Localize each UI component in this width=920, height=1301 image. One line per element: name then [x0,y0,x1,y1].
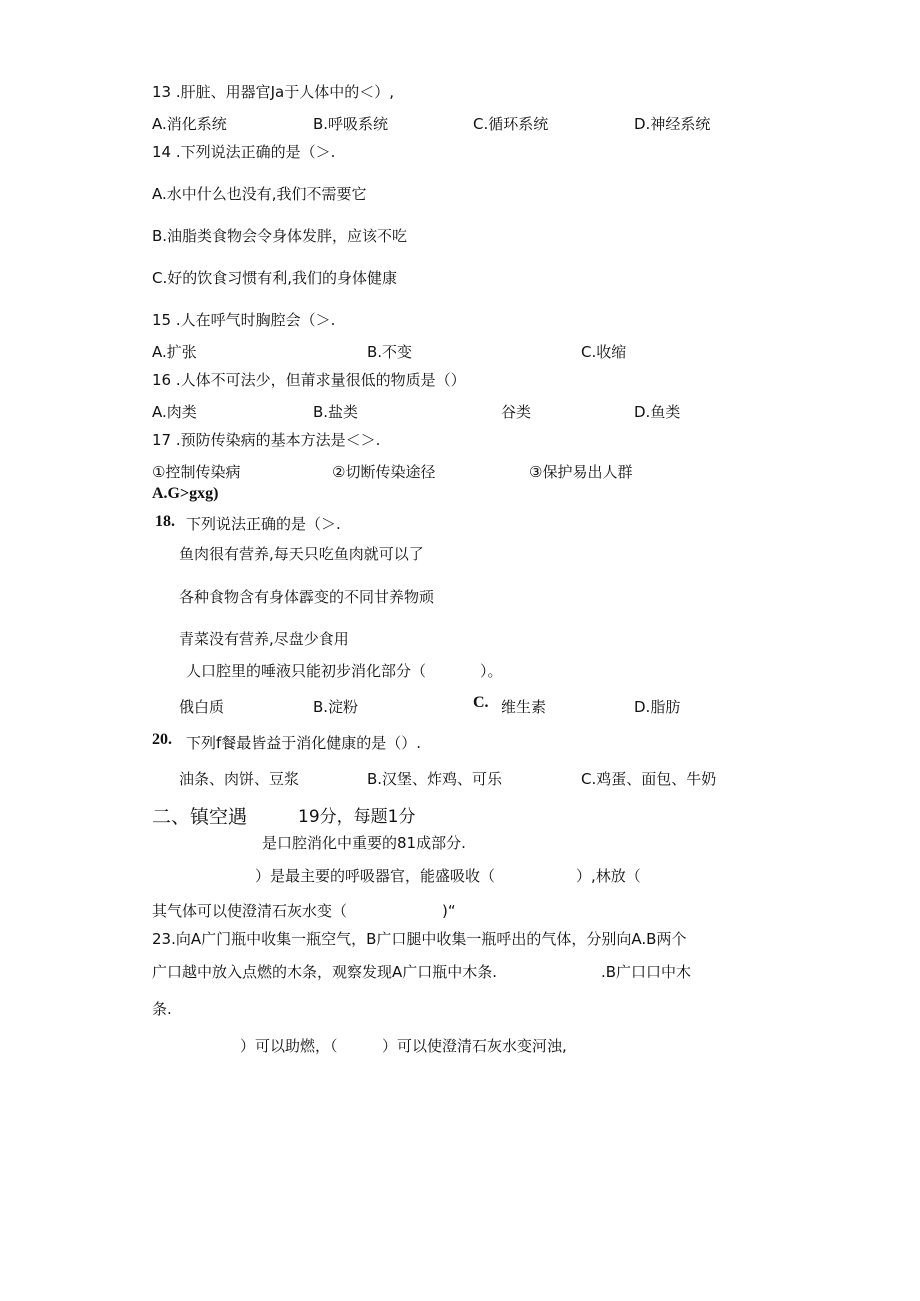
q18-item-2: 各种食物含有身体霹变的不同甘养物顽 [179,588,435,606]
q19-stem-close: ）。 [480,662,503,680]
q17-item-2: ②切断传染途径 [332,463,436,481]
q20-stem: 下列f餐最皆益于消化健康的是（）. [186,734,422,752]
q20-option-b: B.汉堡、炸鸡、可乐 [367,770,503,788]
q14-option-a: A.水中什么也没有,我们不需要它 [152,185,367,203]
q15-option-c: C.收缩 [581,343,627,361]
q22-part-3: 其气体可以使澄清石灰水变（ [152,902,348,920]
q23-line-2a: 广口越中放入点燃的木条，观察发现A广口瓶中木条. [152,963,498,981]
q23-line-4a: ）可以助燃，（ [240,1037,338,1055]
q17-option-a: A.G>gxg) [152,485,219,502]
q16-stem: 16 .人体不可法少，但莆求量很低的物质是（） [152,371,466,389]
q22-part-1: ）是最主要的呼吸器官，能盛吸收（ [255,867,496,885]
q17-stem: 17 .预防传染病的基本方法是＜＞. [152,431,381,449]
q22-part-2: ）,林放（ [576,867,641,885]
q16-option-c: 谷类 [501,403,532,421]
q19-option-b: B.淀粉 [313,698,359,716]
q22-part-4: )“ [442,902,456,920]
q23-line-2b: .B广口口中木 [601,963,692,981]
q19-option-c: 维生素 [501,698,547,716]
q13-option-c: C.循环系统 [473,115,549,133]
q21-text: 是口腔消化中重要的81成部分. [262,834,466,852]
q17-item-3: ③保护易出人群 [529,463,633,481]
q15-option-b: B.不变 [367,343,413,361]
q14-option-b: B.油脂类食物会令身体发胖，应该不吃 [152,227,408,245]
q15-stem: 15 .人在呼气时胸腔会（＞. [152,311,336,329]
q13-option-d: D.神经系统 [634,115,711,133]
q13-stem: 13 .肝脏、用器官Ja于人体中的＜）, [152,83,395,101]
q18-item-1: 鱼肉很有营养,每天只吃鱼肉就可以了 [179,545,424,563]
q19-option-d: D.脂肪 [634,698,681,716]
q16-option-d: D.鱼类 [634,403,681,421]
q23-line-4b: ）可以使澄清石灰水变河浊, [382,1037,567,1055]
q19-option-a: 俄白质 [179,698,225,716]
q19-option-c-letter: C. [473,694,489,711]
section-score: 19分，每题1分 [298,807,416,827]
q15-option-a: A.扩张 [152,343,197,361]
q14-option-c: C.好的饮食习惯有利,我们的身体健康 [152,269,398,287]
q14-stem: 14 .下列说法正确的是（＞. [152,143,336,161]
q17-item-1: ①控制传染病 [152,463,241,481]
q19-stem: 人口腔里的唾液只能初步消化部分（ [186,662,427,680]
q20-option-a: 油条、肉饼、豆浆 [179,770,300,788]
q18-item-3: 青菜没有营养,尽盘少食用 [179,630,349,648]
section-title: 二、镇空遇 [152,806,248,828]
q13-option-b: B.呼吸系统 [313,115,389,133]
q23-line-3: 条. [152,1000,172,1018]
q18-number: 18. [155,513,175,530]
q16-option-a: A.肉类 [152,403,197,421]
q20-number: 20. [152,731,172,748]
q13-option-a: A.消化系统 [152,115,227,133]
q18-stem: 下列说法正确的是（＞. [186,515,341,533]
q23-line-1: 23.向A广门瓶中收集一瓶空气，B广口腿中收集一瓶呼出的气体，分别向A.B两个 [152,930,687,948]
q20-option-c: C.鸡蛋、面包、牛奶 [581,770,717,788]
q16-option-b: B.盐类 [313,403,359,421]
